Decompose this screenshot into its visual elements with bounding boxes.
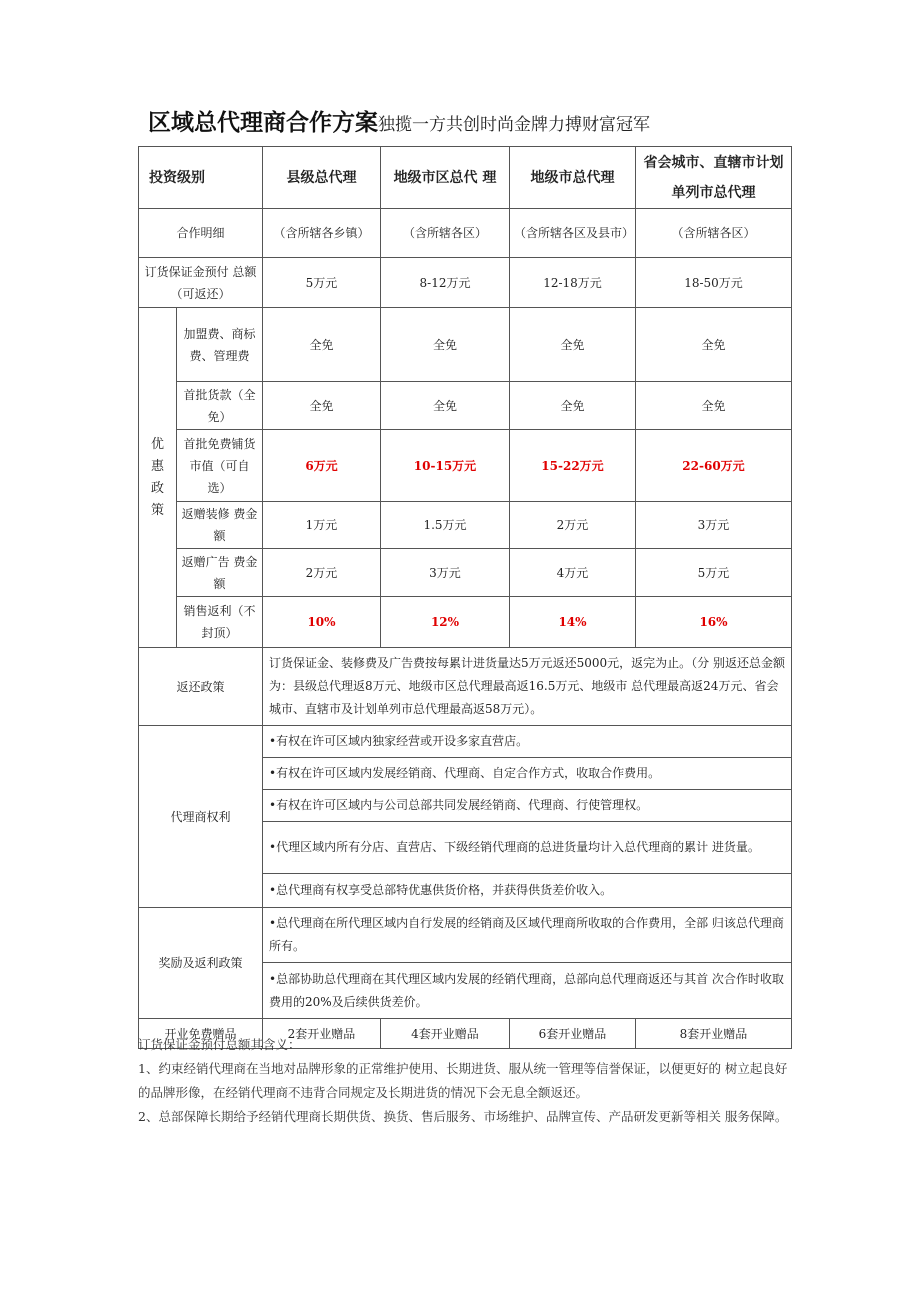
cell: 全免 [510, 382, 636, 430]
cell-highlight: 12% [381, 597, 510, 648]
row-label: 加盟费、商标费、管理费 [177, 308, 263, 382]
cell-highlight: 15-22万元 [510, 430, 636, 502]
row-label: 销售返利（不封顶） [177, 597, 263, 648]
cell-highlight: 14% [510, 597, 636, 648]
cell: 3万元 [381, 549, 510, 597]
cell: 18-50万元 [636, 258, 792, 308]
cell: 1万元 [263, 502, 381, 549]
cell: 1.5万元 [381, 502, 510, 549]
cell: 2套开业赠品 [263, 1019, 381, 1049]
return-policy-text: 订货保证金、装修费及广告费按每累计进货量达5万元返还5000元，返完为止。（分 别返还总金额为：县级总代理返8万元、地级市区总代理最高返16.5万元、地级市 总代理最高返24万元、省会城市、直辖市及计划单列市总代理最高返58万元）。 [263, 648, 792, 726]
cell: 2万元 [263, 549, 381, 597]
deposit-row [139, 258, 792, 308]
cell: 全免 [381, 308, 510, 382]
header-city-district: 地级市区总代 理 [381, 147, 510, 209]
notes-item: 2、总部保障长期给予经销代理商长期供货、换货、售后服务、市场维护、品牌宣传、产品研发更新等相关 服务保障。 [138, 1109, 788, 1124]
cell-highlight: 10% [263, 597, 381, 648]
notes-section [138, 1033, 790, 1129]
page-title [148, 104, 650, 137]
policy-row [139, 430, 792, 502]
row-label: 首批货款（全免） [177, 382, 263, 430]
row-label: 返赠装修 费金额 [177, 502, 263, 549]
cell: 全免 [263, 382, 381, 430]
rights-item: •有权在许可区域内独家经营或开设多家直营店。 [263, 726, 792, 758]
cell: 全免 [263, 308, 381, 382]
row-label: 订货保证金预付 总额（可返还） [139, 258, 263, 308]
cell: （含所辖各区） [381, 209, 510, 258]
cell: 3万元 [636, 502, 792, 549]
rewards-item: •总部协助总代理商在其代理区域内发展的经销代理商，总部向总代理商返还与其首 次合作时收取费用的20%及后续供货差价。 [263, 963, 792, 1019]
title-main: 区域总代理商合作方案 [148, 110, 378, 136]
policy-category: 优 惠 政 策 [139, 308, 177, 648]
cell: 5万元 [263, 258, 381, 308]
row-label: 返还政策 [139, 648, 263, 726]
rewards-item: •总代理商在所代理区域内自行发展的经销商及区域代理商所收取的合作费用，全部 归该总代理商所有。 [263, 908, 792, 963]
row-label: 首批免费铺货市值（可自选） [177, 430, 263, 502]
header-row [139, 147, 792, 209]
row-label: 返赠广告 费金额 [177, 549, 263, 597]
cell: （含所辖各区） [636, 209, 792, 258]
cell: 2万元 [510, 502, 636, 549]
cell: 全免 [636, 308, 792, 382]
title-slogan: 独揽一方共创时尚金牌力搏财富冠军 [378, 115, 650, 135]
header-level: 投资级别 [139, 147, 263, 209]
notes-item: 1、约束经销代理商在当地对品牌形象的正常维护使用、长期进货、服从统一管理等信誉保证，以便更好的 树立起良好的品牌形像，在经销代理商不违背合同规定及长期进货的情况下会无息全额返还。 [138, 1061, 788, 1100]
agent-plan-table [138, 146, 792, 1049]
header-county: 县级总代理 [263, 147, 381, 209]
row-label: 奖励及返利政策 [139, 908, 263, 1019]
cell: 4万元 [510, 549, 636, 597]
rights-item: •总代理商有权享受总部特优惠供货价格，并获得供货差价收入。 [263, 874, 792, 908]
policy-row [139, 308, 792, 382]
notes-heading: 订货保证金预付总额其含义： [138, 1037, 301, 1052]
row-label: 开业免费赠品 [139, 1019, 263, 1049]
cell: 5万元 [636, 549, 792, 597]
row-label: 合作明细 [139, 209, 263, 258]
header-city: 地级市总代理 [510, 147, 636, 209]
cell: （含所辖各乡镇） [263, 209, 381, 258]
cell: 8套开业赠品 [636, 1019, 792, 1049]
header-provincial: 省会城市、直辖市计划单列市总代理 [636, 147, 792, 209]
policy-row [139, 549, 792, 597]
rights-item: •代理区域内所有分店、直营店、下级经销代理商的总进货量均计入总代理商的累计 进货量。 [263, 822, 792, 874]
cell: 全免 [381, 382, 510, 430]
cell-highlight: 6万元 [263, 430, 381, 502]
cell: （含所辖各区及县市） [510, 209, 636, 258]
rewards-row [139, 908, 792, 963]
cell: 12-18万元 [510, 258, 636, 308]
cell: 全免 [636, 382, 792, 430]
cell: 4套开业赠品 [381, 1019, 510, 1049]
cell: 8-12万元 [381, 258, 510, 308]
cell-highlight: 10-15万元 [381, 430, 510, 502]
policy-row [139, 502, 792, 549]
policy-row [139, 597, 792, 648]
cell: 全免 [510, 308, 636, 382]
policy-row [139, 382, 792, 430]
cooperation-row [139, 209, 792, 258]
cell: 6套开业赠品 [510, 1019, 636, 1049]
rights-row [139, 726, 792, 758]
return-policy-row [139, 648, 792, 726]
cell-highlight: 22-60万元 [636, 430, 792, 502]
rights-item: •有权在许可区域内与公司总部共同发展经销商、代理商、行使管理权。 [263, 790, 792, 822]
row-label: 代理商权利 [139, 726, 263, 908]
rights-item: •有权在许可区域内发展经销商、代理商、自定合作方式，收取合作费用。 [263, 758, 792, 790]
cell-highlight: 16% [636, 597, 792, 648]
